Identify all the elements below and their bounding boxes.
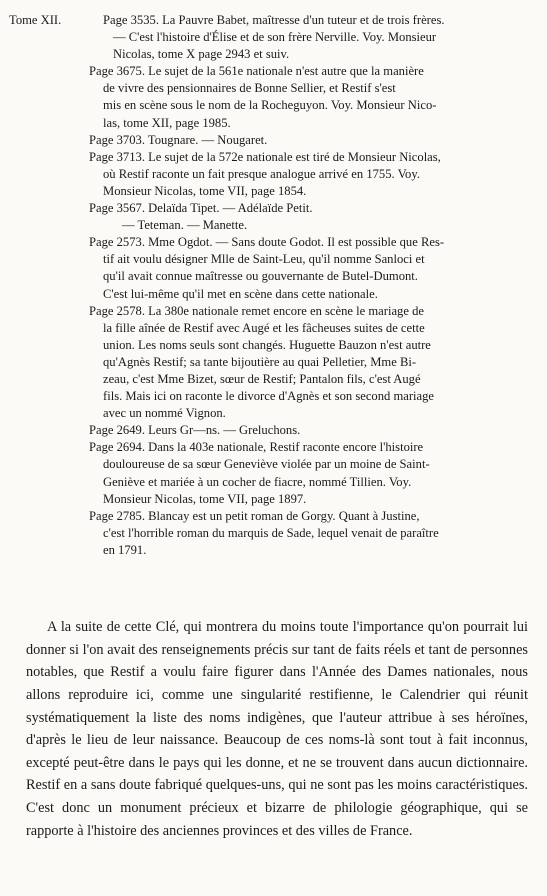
key-notes [0,12,545,559]
note-line: de vivre des pensionnaires de Bonne Sellier, et Restif s'est [103,81,396,96]
note-line: c'est l'horrible roman du marquis de Sade, lequel venait de paraître [103,525,439,540]
note-line: — Teteman. — Manette. [122,218,248,233]
note-line: avec un nommé Vignon. [103,406,226,421]
note-line: Page 3703. Tougnare. — Nougaret. [89,132,268,147]
note-line: tif ait voulu désigner Mlle de Saint-Leu, qu'il nomme Sanloci et [103,252,425,267]
note-line: Geniève et mariée à un cocher de fiacre, nommé Tillien. Voy. [103,474,412,489]
note-entry [0,234,545,302]
note-entry [0,149,545,200]
note-entry [0,200,545,217]
note-entry [0,439,545,507]
note-entry [0,422,545,439]
note-line: C'est lui-même qu'il met en scène dans cette nationale. [103,286,378,301]
note-entry [0,508,545,559]
note-line: Page 2785. Blancay est un petit roman de Gorgy. Quant à Justine, [89,508,420,523]
note-line: fils. Mais ici on raconte le divorce d'Agnès et son second mariage [103,389,435,404]
note-line: las, tome XII, page 1985. [103,115,231,130]
note-line: Monsieur Nicolas, tome VII, page 1897. [103,491,307,506]
note-line: qu'il avait connue maîtresse ou gouvernante de Butel-Dumont. [103,269,418,284]
note-line: en 1791. [103,542,147,557]
note-entry [0,63,545,131]
note-line: union. Les noms seuls sont changés. Huguette Bauzon n'est autre [103,337,431,352]
note-line: Page 3713. Le sujet de la 572e nationale est tiré de Monsieur Nicolas, [89,149,441,164]
note-line: qu'Agnès Restif; sa tante bijoutière au quai Pelletier, Mme Bi- [103,354,417,369]
note-entry [0,12,545,63]
note-line: — C'est l'histoire d'Élise et de son frère Nerville. Voy. Monsieur [113,30,437,45]
note-line: Monsieur Nicolas, tome VII, page 1854. [103,183,307,198]
note-line: douloureuse de sa sœur Geneviève violée par un moine de Saint- [103,457,430,472]
note-line: mis en scène sous le nom de la Rocheguyon. Voy. Monsieur Nico- [103,98,437,113]
note-line: Page 2573. Mme Ogdot. — Sans doute Godot. Il est possible que Res- [89,235,445,250]
volume-label: Tome XII. [9,13,62,27]
note-entry [0,303,545,423]
note-line: Nicolas, tome X page 2943 et suiv. [113,47,290,62]
body-paragraph: A la suite de cette Clé, qui montrera du moins toute l'importance qu'on pourrait lui donner si l'on avait des renseignements précis sur tant de faits réels et tant de personnes notables, que Restif a voulu faire figurer dans l'Année des Dames nationales, nous allons reproduire ici, comme une singularité restifienne, le Calendrier qui réunit systématiquement la liste des noms indigènes, que l'auteur attribue à ses héroïnes, d'après le lieu de leur naissance. Beaucoup de ces noms-là sont tout à fait inconnus, excepté peut-être dans le pays qui les donne, et ne se trouvent dans aucun dictionnaire. Restif en a sans doute fabriqué quelques-uns, qui ne sont pas les moins caractéristiques. C'est donc un monument précieux et bizarre de philologie géographique, qui se rapporte à l'histoire des anciennes provinces et des villes de France. [26,619,528,839]
note-line: Page 3535. La Pauvre Babet, maîtresse d'un tuteur et de trois frères. [103,13,445,27]
note-line: zeau, c'est Mme Bizet, sœur de Restif; Pantalon fils, c'est Augé [103,371,421,386]
note-line: Page 2578. La 380e nationale remet encore en scène le mariage de [89,303,424,318]
note-line: où Restif raconte un fait presque analogue arrivé en 1755. Voy. [103,166,420,181]
note-line: Page 3567. Delaïda Tipet. — Adélaïde Petit. [89,201,313,216]
note-entry [0,132,545,149]
note-entry [0,217,545,234]
note-line: Page 2649. Leurs Gr—ns. — Greluchons. [89,423,301,438]
note-line: la fille aînée de Restif avec Augé et les fâcheuses suites de cette [103,320,425,335]
note-line: Page 3675. Le sujet de la 561e nationale n'est autre que la manière [89,64,424,79]
note-line: Page 2694. Dans la 403e nationale, Restif raconte encore l'histoire [89,440,424,455]
